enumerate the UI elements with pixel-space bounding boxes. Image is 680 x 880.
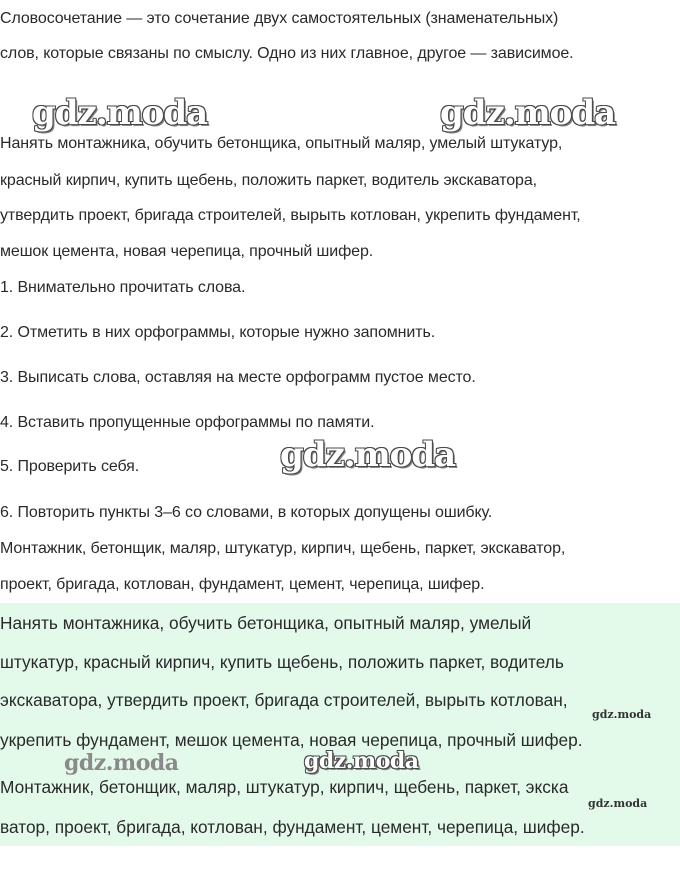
step-item: 2. Отметить в них орфограммы, которые нужно запомнить. (0, 324, 436, 341)
intro-line: слов, которые связаны по смыслу. Одно из них главное, другое — зависимое. (0, 45, 574, 62)
answer-line: Нанять монтажника, обучить бетонщика, опытный маляр, умелый (0, 613, 532, 633)
answer-box (0, 603, 680, 846)
words-line: проект, бригада, котлован, фундамент, цемент, черепица, шифер. (0, 576, 485, 593)
exercise-line: мешок цемента, новая черепица, прочный шифер. (0, 243, 374, 260)
step-item: 3. Выписать слова, оставляя на месте орфограмм пустое место. (0, 369, 476, 386)
answer-line: ватор, проект, бригада, котлован, фундамент, цемент, черепица, шифер. (0, 817, 585, 837)
watermark-logo: gdz.moda (588, 797, 648, 810)
exercise-line: красный кирпич, купить щебень, положить паркет, водитель экскаватора, (0, 172, 537, 189)
exercise-line: утвердить проект, бригада строителей, вырыть котлован, укрепить фундамент, (0, 207, 581, 224)
watermark-logo: gdz.moda (32, 93, 208, 133)
words-line: Монтажник, бетонщик, маляр, штукатур, кирпич, щебень, паркет, экскаватор, (0, 540, 566, 557)
exercise-line: Нанять монтажника, обучить бетонщика, опытный маляр, умелый штукатур, (0, 135, 563, 152)
step-item: 4. Вставить пропущенные орфограммы по памяти. (0, 414, 375, 431)
step-item: 5. Проверить себя. (0, 458, 140, 475)
watermark-logo: gdz.moda (592, 708, 652, 721)
watermark-logo: gdz.moda (440, 93, 616, 133)
answer-line: укрепить фундамент, мешок цемента, новая черепица, прочный шифер. (0, 730, 583, 750)
watermark-logo: gdz.moda (280, 435, 456, 475)
intro-line: Словосочетание — это сочетание двух самостоятельных (знаменательных) (0, 10, 559, 27)
answer-line: Монтажник, бетонщик, маляр, штукатур, кирпич, щебень, паркет, экска (0, 777, 569, 797)
answer-line: штукатур, красный кирпич, купить щебень, положить паркет, водитель (0, 652, 564, 672)
step-item: 6. Повторить пункты 3–6 со словами, в которых допущены ошибку. (0, 504, 493, 521)
answer-line: экскаватора, утвердить проект, бригада строителей, вырыть котлован, (0, 690, 568, 710)
watermark-logo: gdz.moda (304, 748, 419, 774)
watermark-logo: gdz.moda (64, 750, 179, 776)
step-item: 1. Внимательно прочитать слова. (0, 279, 246, 296)
